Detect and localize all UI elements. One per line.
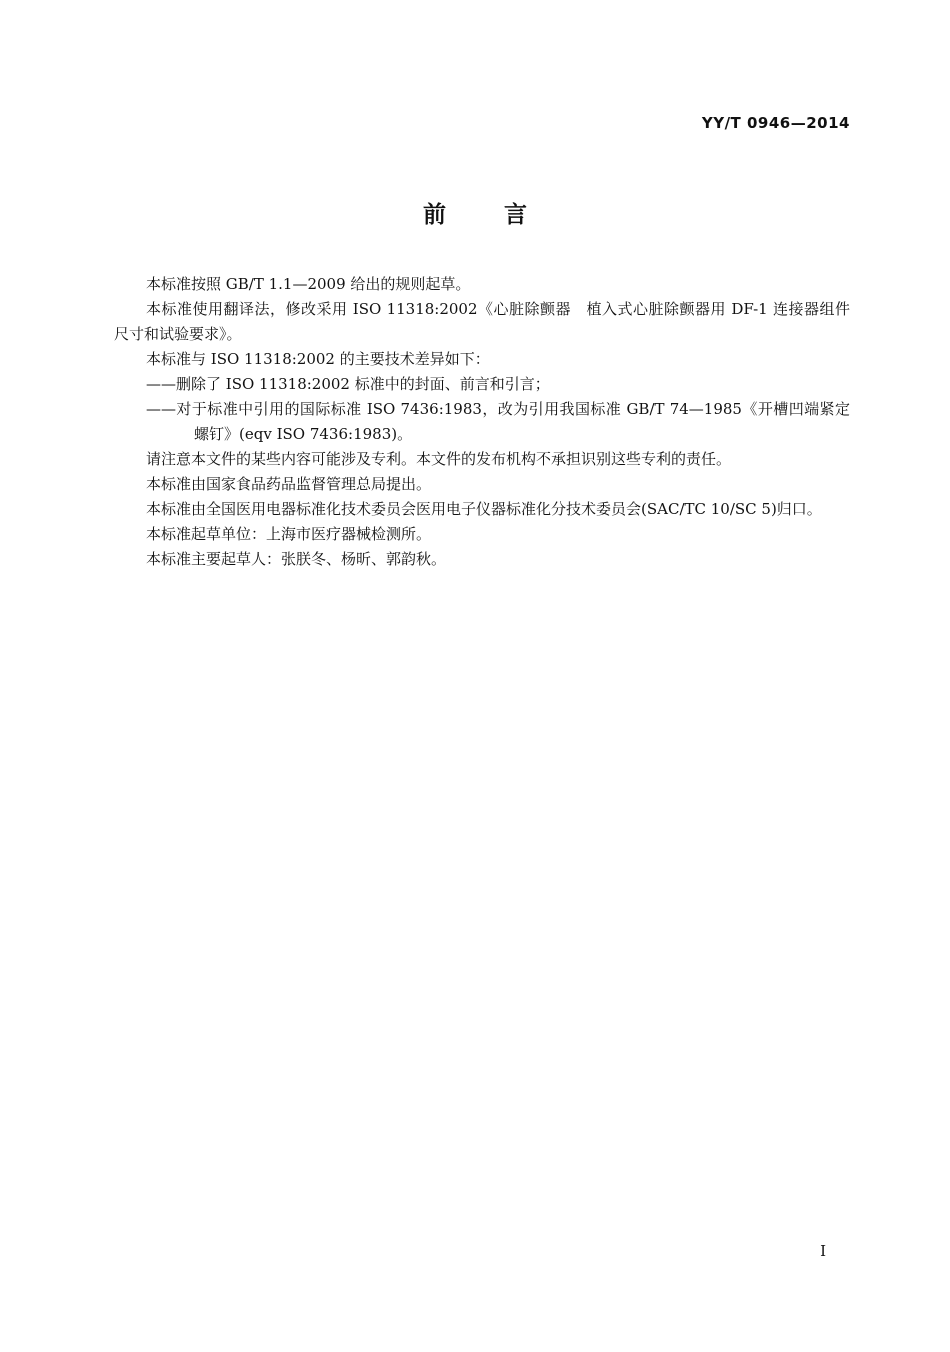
foreword-body: [114, 272, 866, 572]
paragraph-drafters: 本标准主要起草人：张朕冬、杨昕、郭韵秋。: [146, 550, 447, 568]
page-title: 前言: [423, 202, 585, 228]
paragraph-drafting-rules: 本标准按照 GB/T 1.1—2009 给出的规则起草。: [146, 275, 471, 293]
paragraph-proposer: 本标准由国家食品药品监督管理总局提出。: [146, 475, 432, 493]
standard-code: YY/T 0946—2014: [701, 114, 850, 132]
paragraph-adoption-method: 本标准使用翻译法，修改采用 ISO 11318:2002《心脏除颤器 植入式心脏除颤器用 DF-1 连接器组件 尺寸和试验要求》。: [114, 300, 866, 343]
paragraph-differences-intro: 本标准与 ISO 11318:2002 的主要技术差异如下：: [146, 350, 490, 368]
difference-item: ——删除了 ISO 11318:2002 标准中的封面、前言和引言；: [146, 375, 550, 393]
paragraph-drafting-unit: 本标准起草单位：上海市医疗器械检测所。: [146, 525, 432, 543]
page-number: I: [820, 1242, 826, 1260]
paragraph-committee: 本标准由全国医用电器标准化技术委员会医用电子仪器标准化分技术委员会(SAC/TC 10/SC 5)归口。: [146, 500, 822, 518]
difference-item: ——对于标准中引用的国际标准 ISO 7436:1983，改为引用我国标准 GB/T 74—1985《开槽凹端紧定螺钉》(eqv ISO 7436:1983)。: [146, 400, 850, 443]
paragraph-patent-notice: 请注意本文件的某些内容可能涉及专利。本文件的发布机构不承担识别这些专利的责任。: [146, 450, 732, 468]
